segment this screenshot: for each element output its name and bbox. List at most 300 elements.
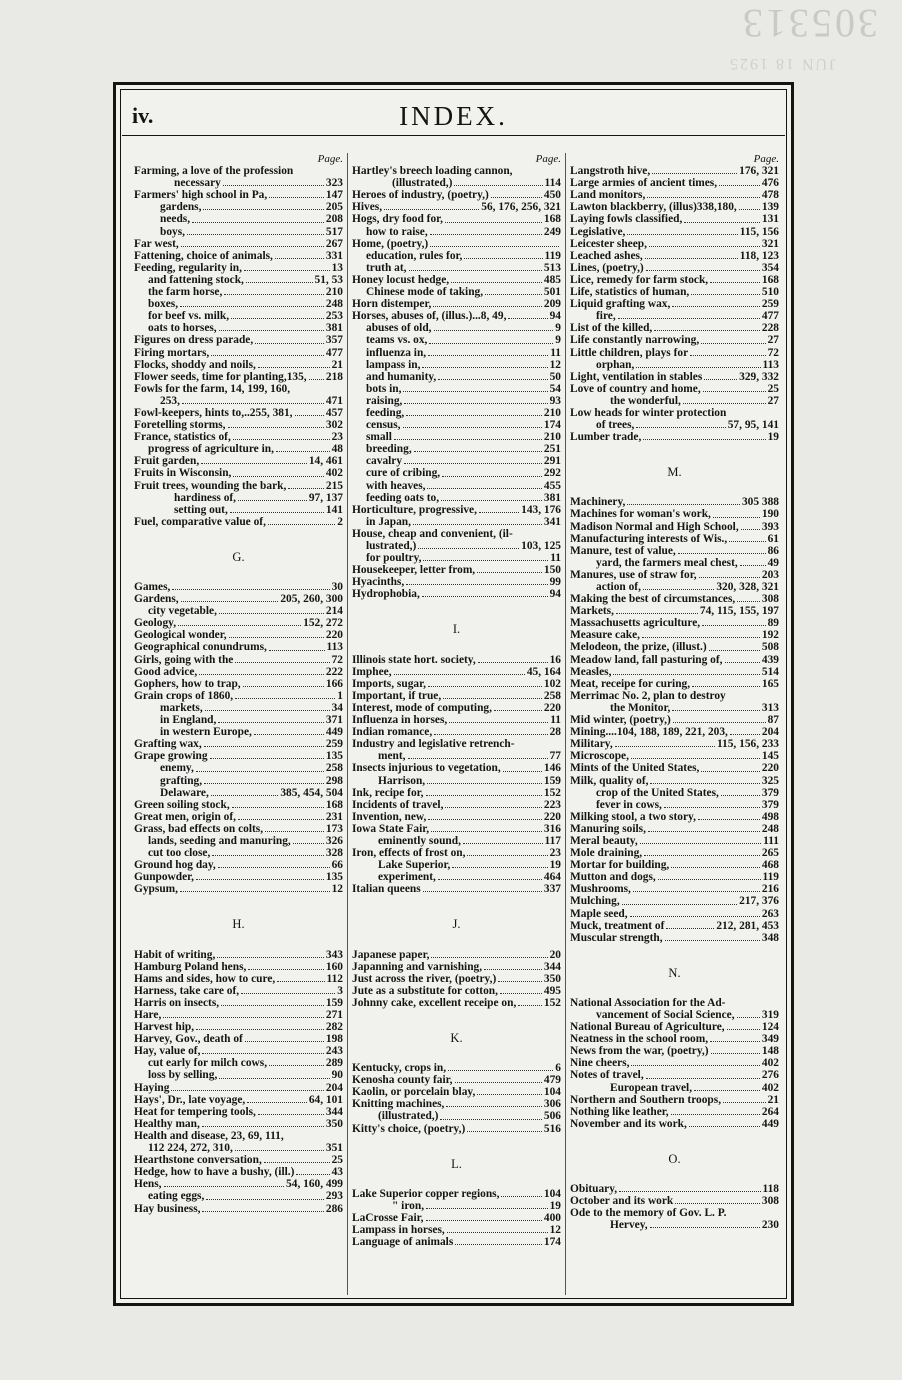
entry-page-refs: 198 bbox=[325, 1033, 343, 1046]
dot-leader bbox=[221, 1005, 324, 1006]
entry-label: Influenza in horses, bbox=[352, 714, 448, 727]
index-entry bbox=[352, 678, 561, 690]
index-entry bbox=[134, 1166, 343, 1178]
dot-leader bbox=[694, 1090, 760, 1091]
entry-label: vancement of Social Science, bbox=[596, 1009, 735, 1021]
entry-label: Manuring soils, bbox=[570, 822, 646, 835]
index-entry bbox=[134, 443, 343, 455]
entry-label: Muscular strength, bbox=[570, 931, 663, 944]
entry-label: boys, bbox=[160, 225, 186, 238]
dot-leader bbox=[264, 1162, 330, 1163]
index-entry bbox=[352, 189, 561, 201]
entry-page-refs: 135 bbox=[325, 750, 343, 763]
entry-label: Meat, receipe for curing, bbox=[570, 677, 691, 690]
entry-label: Melodeon, the prize, (illust.) bbox=[570, 641, 707, 654]
dot-leader bbox=[463, 843, 543, 844]
dot-leader bbox=[613, 674, 759, 675]
entry-page-refs: 308 bbox=[761, 593, 779, 606]
index-entry bbox=[134, 629, 343, 641]
index-entry bbox=[134, 189, 343, 201]
dot-leader bbox=[219, 330, 324, 331]
entry-label: Flocks, shoddy and noils, bbox=[134, 358, 256, 371]
dot-leader bbox=[254, 734, 324, 735]
dot-leader bbox=[211, 795, 279, 796]
dot-leader bbox=[446, 1106, 542, 1107]
entry-page-refs: 292 bbox=[543, 467, 561, 480]
index-entry bbox=[134, 985, 343, 997]
entry-page-refs: 243 bbox=[325, 1045, 343, 1058]
page-column-label: Page. bbox=[753, 153, 779, 165]
entry-page-refs: 19 bbox=[549, 1199, 561, 1212]
entry-page-refs: 34 bbox=[331, 701, 343, 714]
entry-page-refs: 209 bbox=[543, 298, 561, 311]
entry-page-refs: 174 bbox=[543, 419, 561, 432]
entry-label: Machinery, bbox=[570, 496, 626, 509]
entry-page-refs: 501 bbox=[543, 286, 561, 299]
dot-leader bbox=[269, 1065, 324, 1066]
index-entry bbox=[570, 1094, 779, 1106]
entry-page-refs: 11 bbox=[550, 346, 561, 359]
dot-leader bbox=[630, 916, 760, 917]
dot-leader bbox=[219, 1078, 329, 1079]
index-entry bbox=[570, 932, 779, 944]
entry-label: fever in cows, bbox=[596, 798, 662, 811]
dot-leader bbox=[196, 879, 324, 880]
entry-page-refs: 165 bbox=[761, 677, 779, 690]
entry-page-refs: 321 bbox=[761, 237, 779, 250]
index-entry bbox=[134, 1130, 343, 1142]
dot-leader bbox=[737, 601, 760, 602]
index-entry bbox=[134, 1118, 343, 1130]
index-entry bbox=[352, 1086, 561, 1098]
entry-label: 253, bbox=[160, 394, 180, 407]
entry-label: Hay, value of, bbox=[134, 1045, 201, 1058]
index-entry bbox=[570, 908, 779, 920]
index-entry bbox=[570, 581, 779, 593]
index-entry bbox=[570, 189, 779, 201]
index-entry bbox=[352, 419, 561, 431]
dot-leader bbox=[232, 807, 324, 808]
entry-label: grafting, bbox=[160, 774, 203, 787]
entry-page-refs: 402 bbox=[761, 1081, 779, 1094]
entry-label: Italian queens bbox=[352, 883, 421, 896]
entry-label: National Bureau of Agriculture, bbox=[570, 1021, 725, 1034]
dot-leader bbox=[701, 343, 765, 344]
entry-label: Geographical conundrums, bbox=[134, 641, 267, 654]
entry-page-refs: 354 bbox=[761, 261, 779, 274]
entry-page-refs: 204 bbox=[761, 726, 779, 739]
index-entry bbox=[134, 1033, 343, 1045]
dot-leader bbox=[434, 734, 547, 735]
entry-page-refs: 402 bbox=[325, 467, 343, 480]
dot-leader bbox=[426, 1208, 548, 1209]
entry-page-refs: 112 bbox=[326, 972, 343, 985]
section-heading: G. bbox=[232, 549, 245, 564]
entry-label: in western Europe, bbox=[160, 726, 252, 739]
entry-label: Harvest hip, bbox=[134, 1021, 195, 1034]
index-entry bbox=[352, 799, 561, 811]
entry-label: Hydrophobia, bbox=[352, 588, 420, 601]
entry-label: Light, ventilation in stables bbox=[570, 370, 703, 383]
dot-leader bbox=[443, 698, 542, 699]
entry-label: Meadow land, fall pasturing of, bbox=[570, 653, 723, 666]
entry-page-refs: 86 bbox=[767, 544, 779, 557]
dot-leader bbox=[296, 1174, 329, 1175]
dot-leader bbox=[498, 981, 542, 982]
index-entry bbox=[134, 238, 343, 250]
index-entry bbox=[134, 666, 343, 678]
entry-label: Merrimac No. 2, plan to destroy bbox=[570, 689, 726, 702]
index-entry bbox=[352, 823, 561, 835]
dot-leader bbox=[643, 439, 765, 440]
index-entry bbox=[570, 629, 779, 641]
entry-label: cavalry bbox=[366, 455, 403, 468]
entry-label: Liquid grafting wax, bbox=[570, 298, 671, 311]
entry-label: Fruit trees, wounding the bark, bbox=[134, 479, 287, 492]
dot-leader bbox=[431, 831, 542, 832]
entry-page-refs: 143, 176 bbox=[521, 503, 561, 516]
entry-label: Horn distemper, bbox=[352, 298, 432, 311]
dot-leader bbox=[666, 928, 714, 929]
entry-page-refs: 477 bbox=[761, 310, 779, 323]
entry-label: Hay business, bbox=[134, 1202, 201, 1215]
index-entry bbox=[134, 973, 343, 985]
dot-leader bbox=[449, 722, 548, 723]
index-entry bbox=[570, 213, 779, 225]
index-entry bbox=[570, 569, 779, 581]
entry-page-refs: 103, 125 bbox=[521, 540, 561, 552]
header-rule bbox=[122, 135, 785, 136]
entry-label: Legislative, bbox=[570, 225, 626, 238]
index-entry bbox=[134, 177, 343, 189]
entry-page-refs: 148 bbox=[761, 1045, 779, 1058]
dot-leader bbox=[192, 222, 324, 223]
dot-leader bbox=[636, 427, 725, 428]
entry-label: hardiness of, bbox=[174, 491, 237, 504]
entry-page-refs: 131 bbox=[761, 213, 779, 226]
dot-leader bbox=[710, 282, 760, 283]
entry-label: Mid winter, (poetry,) bbox=[570, 714, 671, 727]
entry-page-refs: 319 bbox=[761, 1009, 779, 1021]
dot-leader bbox=[725, 662, 760, 663]
dot-leader bbox=[223, 185, 324, 186]
entry-page-refs: 478 bbox=[761, 189, 779, 202]
dot-leader bbox=[643, 589, 714, 590]
dot-leader bbox=[268, 524, 335, 525]
entry-label: Invention, new, bbox=[352, 810, 427, 823]
entry-page-refs: 66 bbox=[331, 859, 343, 872]
entry-label: Firing mortars, bbox=[134, 346, 210, 359]
index-entry bbox=[352, 714, 561, 726]
entry-label: Grape growing bbox=[134, 750, 208, 763]
entry-label: Green soiling stock, bbox=[134, 798, 230, 811]
entry-label: with heaves, bbox=[366, 479, 426, 492]
entry-label: Laying fowls classified, bbox=[570, 213, 683, 226]
dot-leader bbox=[730, 734, 760, 735]
dot-leader bbox=[233, 476, 324, 477]
entry-page-refs: 12 bbox=[331, 883, 343, 896]
dot-leader bbox=[672, 710, 760, 711]
entry-label: Gardens, bbox=[134, 593, 179, 606]
section-heading: M. bbox=[667, 465, 682, 480]
dot-leader bbox=[445, 222, 542, 223]
entry-label: necessary bbox=[174, 177, 221, 190]
dot-leader bbox=[646, 1078, 760, 1079]
entry-page-refs: 357 bbox=[325, 334, 343, 347]
entry-page-refs: 23 bbox=[331, 431, 343, 444]
entry-label: Fruits in Wisconsin, bbox=[134, 467, 232, 480]
entry-label: Massachusetts agriculture, bbox=[570, 617, 701, 630]
entry-page-refs: 56, 176, 256, 321 bbox=[481, 201, 561, 214]
entry-page-refs: 208 bbox=[325, 213, 343, 226]
dot-leader bbox=[204, 746, 324, 747]
entry-label: Lake Superior, bbox=[378, 859, 451, 872]
dot-leader bbox=[309, 379, 324, 380]
dot-leader bbox=[269, 197, 324, 198]
entry-label: Lake Superior copper regions, bbox=[352, 1187, 500, 1200]
entry-label: Nothing like leather, bbox=[570, 1105, 669, 1118]
dot-leader bbox=[238, 819, 324, 820]
entry-page-refs: 289 bbox=[325, 1057, 343, 1070]
dot-leader bbox=[245, 1041, 324, 1042]
index-entry bbox=[570, 605, 779, 617]
entry-label: Ode to the memory of Gov. L. P. bbox=[570, 1207, 727, 1220]
dot-leader bbox=[464, 258, 542, 259]
dot-leader bbox=[689, 1126, 760, 1127]
dot-leader bbox=[433, 306, 542, 307]
entry-page-refs: 174 bbox=[543, 1236, 561, 1249]
index-entry bbox=[570, 1057, 779, 1069]
entry-label: 112 224, 272, 310, bbox=[148, 1142, 233, 1155]
entry-page-refs: 25 bbox=[767, 382, 779, 395]
index-entry bbox=[352, 226, 561, 238]
entry-page-refs: 139 bbox=[761, 201, 779, 214]
entry-label: Mining....104, 188, 189, 221, 203, bbox=[570, 726, 728, 739]
dot-leader bbox=[241, 993, 335, 994]
index-entry bbox=[134, 347, 343, 359]
entry-page-refs: 385, 454, 504 bbox=[280, 786, 343, 799]
entry-label: France, statistics of, bbox=[134, 431, 231, 444]
index-entry bbox=[570, 895, 779, 907]
index-entry bbox=[352, 1074, 561, 1086]
index-entry bbox=[134, 467, 343, 479]
entry-page-refs: 329, 332 bbox=[739, 370, 779, 383]
index-entry bbox=[570, 762, 779, 774]
entry-page-refs: 57, 95, 141 bbox=[727, 419, 779, 432]
entry-label: small bbox=[366, 431, 392, 444]
entry-label: Kenosha county fair, bbox=[352, 1074, 453, 1087]
index-entry bbox=[134, 1142, 343, 1154]
entry-page-refs: 379 bbox=[761, 798, 779, 811]
entry-page-refs: 249 bbox=[543, 225, 561, 238]
entry-label: Hamburg Poland hens, bbox=[134, 960, 247, 973]
entry-label: Chinese mode of taking, bbox=[366, 286, 484, 299]
index-entry bbox=[134, 1057, 343, 1069]
index-entry bbox=[352, 395, 561, 407]
entry-page-refs: 97, 137 bbox=[308, 491, 343, 504]
index-entry bbox=[570, 690, 779, 702]
entry-label: List of the killed, bbox=[570, 322, 653, 335]
entry-label: Land monitors, bbox=[570, 189, 646, 202]
dot-leader bbox=[701, 771, 760, 772]
index-entry bbox=[352, 443, 561, 455]
index-entry bbox=[570, 593, 779, 605]
entry-label: of trees, bbox=[596, 419, 635, 432]
index-entry bbox=[570, 835, 779, 847]
entry-label: breeding, bbox=[366, 443, 412, 456]
dot-leader bbox=[633, 891, 760, 892]
entry-label: Jute as a substitute for cotton, bbox=[352, 984, 498, 997]
entry-label: in Japan, bbox=[366, 515, 411, 528]
entry-label: how to raise, bbox=[366, 225, 428, 238]
entry-page-refs: 77 bbox=[549, 750, 561, 763]
entry-page-refs: 141 bbox=[325, 503, 343, 516]
index-entry bbox=[134, 322, 343, 334]
entry-page-refs: 49 bbox=[767, 556, 779, 569]
index-entry bbox=[134, 787, 343, 799]
entry-page-refs: 306 bbox=[543, 1098, 561, 1111]
entry-label: Ground hog day, bbox=[134, 859, 216, 872]
entry-label: lampass in, bbox=[366, 358, 421, 371]
entry-label: Mushrooms, bbox=[570, 883, 631, 896]
index-entry bbox=[134, 617, 343, 629]
index-entry bbox=[570, 726, 779, 738]
index-entry bbox=[134, 1190, 343, 1202]
dot-leader bbox=[199, 674, 324, 675]
index-entry bbox=[352, 564, 561, 576]
dot-leader bbox=[203, 209, 323, 210]
entry-label: Madison Normal and High School, bbox=[570, 520, 739, 533]
index-entry bbox=[134, 1082, 343, 1094]
entry-label: the wonderful, bbox=[610, 394, 681, 407]
index-entry bbox=[352, 286, 561, 298]
page-header bbox=[126, 99, 781, 135]
dot-leader bbox=[455, 1244, 542, 1245]
index-entry bbox=[570, 1069, 779, 1081]
index-column-1 bbox=[130, 153, 347, 1295]
index-entry bbox=[134, 738, 343, 750]
index-entry bbox=[570, 617, 779, 629]
dot-leader bbox=[654, 330, 760, 331]
entry-page-refs: 267 bbox=[325, 237, 343, 250]
entry-page-refs: 341 bbox=[543, 515, 561, 528]
entry-page-refs: 402 bbox=[761, 1057, 779, 1070]
entry-page-refs: 118, 123 bbox=[739, 249, 779, 262]
entry-label: action of, bbox=[596, 581, 641, 593]
entry-page-refs: 316 bbox=[543, 822, 561, 835]
entry-page-refs: 114 bbox=[544, 177, 561, 190]
index-entry bbox=[570, 359, 779, 371]
entry-label: Fuel, comparative value of, bbox=[134, 515, 266, 528]
entry-label: eating eggs, bbox=[148, 1190, 205, 1203]
entry-page-refs: 113 bbox=[326, 641, 343, 654]
entry-page-refs: 223 bbox=[543, 798, 561, 811]
index-entry bbox=[134, 1069, 343, 1081]
index-entry bbox=[570, 383, 779, 395]
index-entry bbox=[352, 262, 561, 274]
entry-label: bots in, bbox=[366, 382, 402, 395]
dot-leader bbox=[699, 577, 760, 578]
dot-leader bbox=[404, 403, 547, 404]
entry-label: Good advice, bbox=[134, 665, 198, 678]
entry-page-refs: 168 bbox=[761, 273, 779, 286]
entry-label: Fruit garden, bbox=[134, 455, 200, 468]
dot-leader bbox=[235, 698, 335, 699]
index-entry bbox=[570, 883, 779, 895]
entry-label: cut early for milch cows, bbox=[148, 1057, 268, 1070]
entry-page-refs: 220 bbox=[325, 629, 343, 642]
entry-label: Grass, bad effects on colts, bbox=[134, 822, 264, 835]
entry-page-refs: 118 bbox=[762, 1183, 779, 1196]
entry-page-refs: 457 bbox=[325, 406, 343, 419]
entry-page-refs: 308 bbox=[761, 1195, 779, 1208]
dot-leader bbox=[423, 891, 542, 892]
entry-label: Great men, origin of, bbox=[134, 810, 236, 823]
index-entry bbox=[134, 504, 343, 516]
dot-leader bbox=[703, 391, 766, 392]
entry-label: for beef vs. milk, bbox=[148, 310, 230, 323]
index-entry bbox=[134, 750, 343, 762]
entry-page-refs: 510 bbox=[761, 286, 779, 299]
index-entry bbox=[570, 702, 779, 714]
entry-page-refs: 21 bbox=[331, 358, 343, 371]
index-entry bbox=[352, 1062, 561, 1074]
entry-page-refs: 168 bbox=[543, 213, 561, 226]
dot-leader bbox=[288, 488, 324, 489]
index-entry bbox=[134, 1178, 343, 1190]
dot-leader bbox=[244, 270, 330, 271]
dot-leader bbox=[447, 1232, 548, 1233]
dot-leader bbox=[664, 807, 760, 808]
index-entry bbox=[134, 581, 343, 593]
entry-label: Maple seed, bbox=[570, 907, 628, 920]
entry-label: and fattening stock, bbox=[148, 273, 244, 286]
entry-label: Hartley's breech loading cannon, bbox=[352, 165, 513, 178]
dot-leader bbox=[702, 625, 765, 626]
dot-leader bbox=[231, 318, 324, 319]
index-entry bbox=[134, 811, 343, 823]
entry-label: Hogs, dry food for, bbox=[352, 213, 444, 226]
entry-page-refs: 212, 281, 453 bbox=[716, 919, 779, 932]
entry-label: truth at, bbox=[366, 261, 407, 274]
index-entry bbox=[352, 383, 561, 395]
entry-label: Language of animals bbox=[352, 1236, 454, 1249]
entry-label: National Association for the Ad- bbox=[570, 996, 726, 1009]
entry-page-refs: 90 bbox=[331, 1069, 343, 1082]
dot-leader bbox=[418, 548, 519, 549]
entry-label: Illinois state hort. society, bbox=[352, 653, 476, 666]
dot-leader bbox=[269, 650, 325, 651]
dot-leader bbox=[713, 517, 760, 518]
entry-label: Nine cheers, bbox=[570, 1057, 630, 1070]
index-entry bbox=[134, 654, 343, 666]
entry-page-refs: 48 bbox=[331, 443, 343, 456]
index-entry bbox=[352, 811, 561, 823]
index-entry bbox=[570, 920, 779, 932]
entry-label: Lampass in horses, bbox=[352, 1224, 445, 1237]
entry-page-refs: 205 bbox=[325, 201, 343, 214]
dot-leader bbox=[636, 367, 760, 368]
entry-page-refs: 9 bbox=[555, 334, 561, 347]
entry-label: cure of cribing, bbox=[366, 467, 441, 480]
entry-page-refs: 320, 328, 321 bbox=[716, 581, 779, 593]
dot-leader bbox=[218, 867, 330, 868]
entry-page-refs: 113 bbox=[762, 358, 779, 371]
dot-leader bbox=[448, 1070, 553, 1071]
entry-label: Iowa State Fair, bbox=[352, 822, 430, 835]
entry-label: Home, (poetry,) bbox=[352, 237, 429, 250]
entry-page-refs: 449 bbox=[761, 1117, 779, 1130]
